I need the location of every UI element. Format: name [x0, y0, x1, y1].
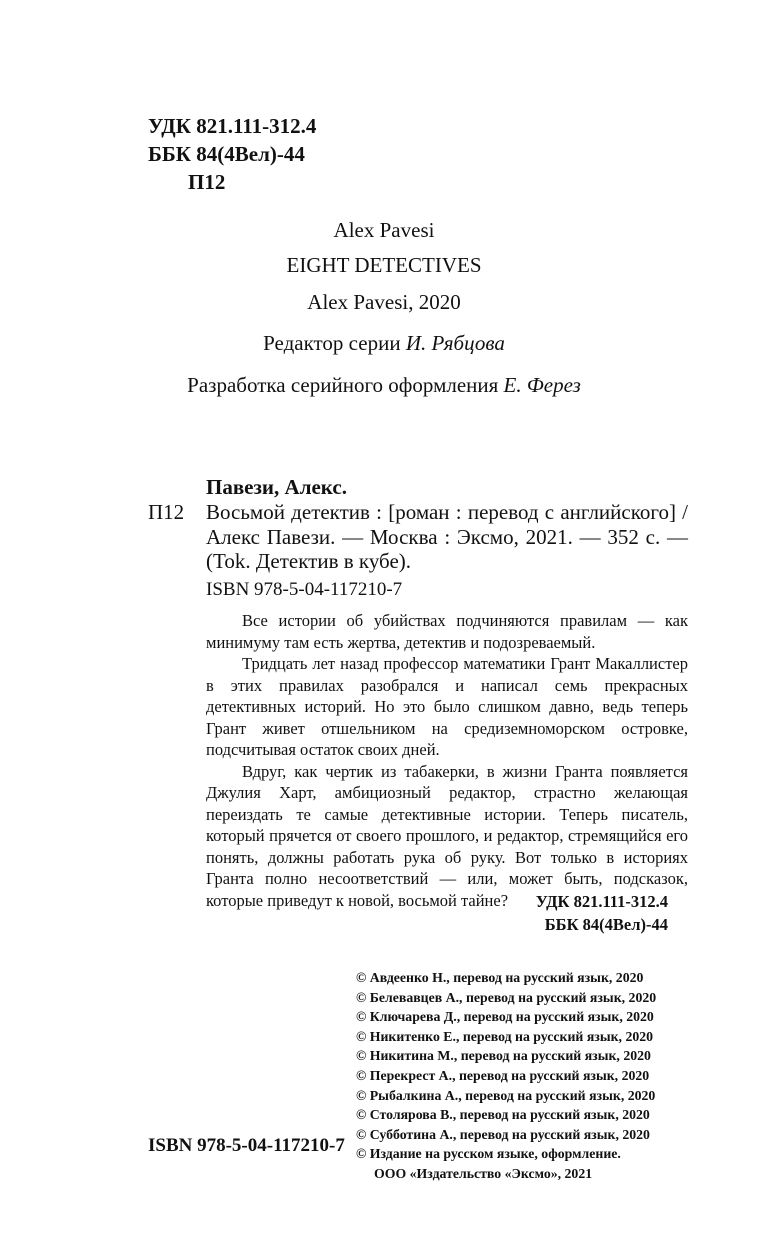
- copyright-line: © Рыбалкина А., перевод на русский язык, 2020: [356, 1087, 656, 1103]
- bib-author-heading: Павези, Алекс.: [206, 475, 347, 499]
- copyright-line: ООО «Издательство «Эксмо», 2021: [374, 1165, 593, 1181]
- copyright-line: © Субботина А., перевод на русский язык, 2020: [356, 1126, 650, 1142]
- udk-code-bottom: УДК 821.111-312.4: [535, 892, 668, 911]
- copyright-line: © Белевавцев А., перевод на русский язык, 2020: [356, 989, 657, 1005]
- copyright-line: © Издание на русском языке, оформление.: [356, 1146, 621, 1162]
- series-editor-line: [0, 331, 768, 356]
- author-sign: П12: [188, 170, 226, 194]
- copyright-line: © Авдеенко Н., перевод на русский язык, 2020: [356, 970, 644, 985]
- copyright-line: © Никитина М., перевод на русский язык, 2020: [356, 1048, 651, 1064]
- annotation-paragraph: Все истории об убийствах подчиняются правилам — как минимуму там есть жертва, детектив и подозреваемый.: [206, 611, 688, 652]
- isbn-bottom: ISBN 978-5-04-117210-7: [148, 1135, 345, 1156]
- series-editor-name: И. Рябцова: [405, 331, 505, 355]
- original-copyright: Alex Pavesi, 2020: [307, 290, 461, 314]
- bbk-code-bottom: ББК 84(4Вел)-44: [544, 915, 668, 934]
- copyright-list: [356, 968, 656, 1184]
- udk-code: УДК 821.111-312.4: [148, 114, 317, 138]
- copyright-line: © Ключарева Д., перевод на русский язык, 2020: [356, 1009, 654, 1025]
- series-editor-label: Редактор серии: [263, 331, 401, 355]
- copyright-line: © Столярова В., перевод на русский язык, 2020: [356, 1107, 650, 1123]
- annotation: [206, 610, 688, 911]
- design-credit-line: [0, 373, 768, 398]
- bib-isbn: ISBN 978-5-04-117210-7: [206, 579, 403, 600]
- classification-bottom: [0, 890, 668, 936]
- copyright-line: © Перекрест А., перевод на русский язык, 2020: [356, 1067, 650, 1083]
- design-label: Разработка серийного оформления: [187, 373, 499, 397]
- original-author: Alex Pavesi: [333, 218, 435, 242]
- annotation-paragraph: Тридцать лет назад профессор математики Грант Макаллистер в этих правилах разобрался и написал семь прекрасных детективных историй. Но это было слишком давно, ведь теперь Грант живет отшельником на средиземноморском островке, подсчитывая остаток своих дней.: [206, 654, 688, 759]
- design-name: Е. Ферез: [503, 373, 581, 397]
- classification-block: [148, 112, 316, 196]
- copyright-line: © Никитенко Е., перевод на русский язык, 2020: [356, 1028, 654, 1044]
- bib-record: Восьмой детектив : [роман : перевод с английского] / Алекс Павези. — Москва : Эксмо, 2021. — 352 с. — (Tok. Детектив в кубе).: [206, 500, 688, 573]
- bbk-code: ББК 84(4Вел)-44: [148, 142, 305, 166]
- bib-author-sign: П12: [148, 500, 185, 524]
- original-title: EIGHT DETECTIVES: [286, 253, 482, 277]
- annotation-paragraph: Вдруг, как чертик из табакерки, в жизни Гранта появляется Джулия Харт, амбициозный редактор, страстно желающая переиздать те самые детективные истории. Теперь писатель, который прячется от своего прошлого, и редактор, стремящийся его понять, должны работать рука об руку. Вот только в историях Гранта полно несоответствий — или, может быть, подсказок, которые приведут к новой, восьмой тайне?: [206, 761, 688, 910]
